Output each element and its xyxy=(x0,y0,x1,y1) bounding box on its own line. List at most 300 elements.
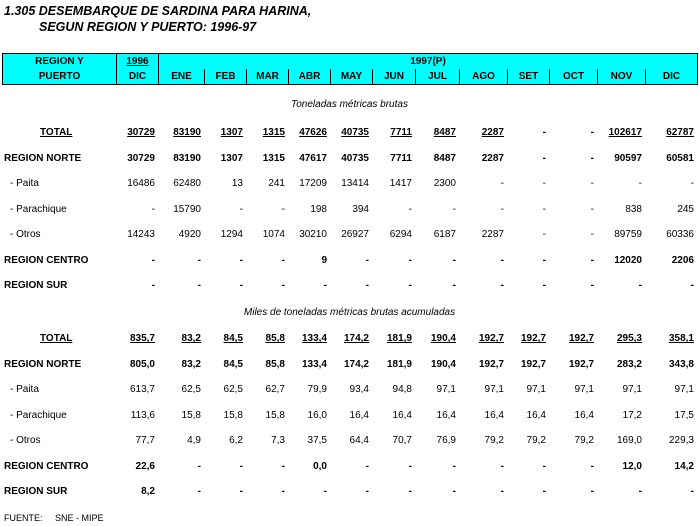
cell-value: 16,4 xyxy=(574,409,594,421)
cell-value: 77,7 xyxy=(135,435,155,447)
cell-value: 62,5 xyxy=(181,384,201,396)
table-cell xyxy=(415,197,459,223)
cell-value: 30210 xyxy=(299,229,327,241)
table-cell xyxy=(645,377,697,403)
cell-value: 245 xyxy=(677,203,694,215)
cell-value: 47617 xyxy=(299,152,327,164)
cell-value: 37,5 xyxy=(307,435,327,447)
cell-value: 60336 xyxy=(666,229,694,241)
cell-value: 16,4 xyxy=(392,409,412,421)
table-cell xyxy=(507,326,549,352)
cell-value: - xyxy=(281,254,285,266)
cell-value: - xyxy=(323,486,327,498)
table-cell xyxy=(507,479,549,505)
table-row xyxy=(2,326,697,352)
table-cell xyxy=(204,197,246,223)
table-cell xyxy=(204,403,246,429)
cell-value: 83190 xyxy=(173,127,201,139)
table-cell xyxy=(597,197,645,223)
table-cell xyxy=(645,479,697,505)
table-cell xyxy=(330,479,372,505)
table-cell xyxy=(158,222,204,248)
cell-value: - xyxy=(452,486,456,498)
table-cell xyxy=(330,146,372,172)
row-label: REGION CENTRO xyxy=(4,460,89,472)
table-cell xyxy=(204,377,246,403)
cell-value: 62,7 xyxy=(265,384,285,396)
cell-value: 2300 xyxy=(433,178,456,190)
cell-value: - xyxy=(452,254,456,266)
table-cell xyxy=(288,403,330,429)
cell-value: 93,4 xyxy=(349,384,369,396)
table-cell xyxy=(158,197,204,223)
row-label: - Parachique xyxy=(10,409,67,421)
table-cell xyxy=(459,403,507,429)
header-month-6: JUN xyxy=(373,69,416,85)
header-month-10: OCT xyxy=(550,69,598,85)
table-cell xyxy=(116,222,158,248)
cell-value: - xyxy=(690,178,694,190)
cell-value: 76,9 xyxy=(436,435,456,447)
cell-value: - xyxy=(365,460,369,472)
cell-value: 64,4 xyxy=(349,435,369,447)
cell-value: - xyxy=(281,460,285,472)
cell-value: 2287 xyxy=(481,229,504,241)
table-cell xyxy=(372,454,415,480)
table-cell xyxy=(597,377,645,403)
table-cell xyxy=(246,222,288,248)
cell-value: - xyxy=(542,280,546,292)
cell-value: 192,7 xyxy=(520,333,546,345)
cell-value: 102617 xyxy=(608,127,642,139)
cell-value: - xyxy=(323,280,327,292)
cell-value: - xyxy=(638,486,642,498)
cell-value: 835,7 xyxy=(129,333,155,345)
table-cell xyxy=(204,171,246,197)
table-cell xyxy=(288,222,330,248)
cell-value: 192,7 xyxy=(568,333,594,345)
cell-value: 192,7 xyxy=(520,358,546,370)
cell-value: 97,1 xyxy=(622,384,642,396)
cell-value: 16486 xyxy=(127,178,155,190)
table-cell xyxy=(645,428,697,454)
table-cell xyxy=(246,377,288,403)
cell-value: 190,4 xyxy=(430,333,456,345)
table-title xyxy=(4,3,311,35)
table-cell xyxy=(116,403,158,429)
header-month-7: JUL xyxy=(416,69,460,85)
cell-value: 40735 xyxy=(341,127,369,139)
row-label: TOTAL xyxy=(40,333,73,345)
cell-value: 190,4 xyxy=(430,358,456,370)
cell-value: 8487 xyxy=(433,152,456,164)
cell-value: - xyxy=(542,152,546,164)
cell-value: 97,1 xyxy=(574,384,594,396)
cell-value: 40735 xyxy=(341,152,369,164)
table-cell xyxy=(597,479,645,505)
cell-value: 97,1 xyxy=(484,384,504,396)
cell-value: 62,5 xyxy=(223,384,243,396)
header-month-12: DIC xyxy=(646,69,698,85)
cell-value: 83,2 xyxy=(181,333,201,345)
table-cell xyxy=(330,403,372,429)
header-month-8: AGO xyxy=(460,69,508,85)
row-label: - Paita xyxy=(10,178,39,190)
row-label: - Otros xyxy=(10,435,41,447)
cell-value: 241 xyxy=(268,178,285,190)
table-cell xyxy=(549,454,597,480)
table-cell xyxy=(330,273,372,299)
row-label: - Paita xyxy=(10,384,39,396)
cell-value: - xyxy=(590,178,594,190)
footer-source-text: SNE - MIPE xyxy=(55,513,104,523)
header-year-1997: 1997(P) xyxy=(159,54,698,70)
cell-value: - xyxy=(590,229,594,241)
table-cell xyxy=(597,352,645,378)
cell-value: 79,2 xyxy=(484,435,504,447)
cell-value: - xyxy=(239,280,243,292)
table-cell xyxy=(549,171,597,197)
table-row xyxy=(2,403,697,429)
header-puerto-label: PUERTO xyxy=(3,69,117,85)
table-cell xyxy=(158,428,204,454)
cell-value: 113,6 xyxy=(130,409,155,421)
cell-value: 394 xyxy=(352,203,369,215)
table-cell xyxy=(645,403,697,429)
table-cell xyxy=(204,454,246,480)
cell-value: 13 xyxy=(231,178,243,190)
cell-value: 174,2 xyxy=(343,333,369,345)
cell-value: 94,8 xyxy=(392,384,412,396)
table-cell xyxy=(288,146,330,172)
cell-value: 2206 xyxy=(671,254,694,266)
table-cell xyxy=(549,403,597,429)
cell-value: 181,9 xyxy=(386,333,412,345)
row-label: REGION NORTE xyxy=(4,152,82,164)
cell-value: - xyxy=(590,127,594,139)
table-cell xyxy=(415,403,459,429)
table-cell xyxy=(204,479,246,505)
table-cell xyxy=(330,197,372,223)
table-cell xyxy=(597,146,645,172)
table-cell xyxy=(158,454,204,480)
table-cell xyxy=(372,273,415,299)
cell-value: 343,8 xyxy=(668,358,694,370)
cell-value: - xyxy=(452,280,456,292)
table-cell xyxy=(116,146,158,172)
row-label: - Otros xyxy=(10,229,41,241)
cell-value: 181,9 xyxy=(386,358,412,370)
cell-value: - xyxy=(197,486,201,498)
table-row xyxy=(2,273,697,299)
table-cell xyxy=(372,171,415,197)
table-cell xyxy=(645,352,697,378)
header-year-1996: 1996 xyxy=(117,54,159,70)
table-cell xyxy=(372,377,415,403)
header-month-11: NOV xyxy=(598,69,646,85)
cell-value: 14243 xyxy=(127,229,155,241)
table-cell xyxy=(645,146,697,172)
header-table xyxy=(2,53,698,85)
cell-value: 47626 xyxy=(299,127,327,139)
cumulative-table xyxy=(2,326,697,505)
table-cell xyxy=(597,326,645,352)
table-cell xyxy=(549,479,597,505)
table-cell xyxy=(507,120,549,146)
table-cell xyxy=(459,273,507,299)
table-cell xyxy=(549,197,597,223)
cell-value: - xyxy=(408,203,412,215)
cell-value: 7,3 xyxy=(271,435,285,447)
table-cell xyxy=(645,273,697,299)
table-cell xyxy=(372,222,415,248)
cell-value: 30729 xyxy=(127,127,155,139)
cell-value: - xyxy=(197,254,201,266)
header-month-4: ABR xyxy=(289,69,331,85)
table-cell xyxy=(507,454,549,480)
table-cell xyxy=(116,454,158,480)
table-row xyxy=(2,171,697,197)
header-month-5: MAY xyxy=(331,69,373,85)
cell-value: - xyxy=(542,254,546,266)
cell-value: - xyxy=(590,280,594,292)
table-cell xyxy=(330,248,372,274)
table-cell xyxy=(372,428,415,454)
cell-value: - xyxy=(151,254,155,266)
cell-value: - xyxy=(239,460,243,472)
table-cell xyxy=(459,171,507,197)
cell-value: - xyxy=(500,486,504,498)
table-cell xyxy=(645,248,697,274)
row-label: REGION SUR xyxy=(4,280,68,292)
table-row xyxy=(2,377,697,403)
table-cell xyxy=(246,171,288,197)
header-month-2: FEB xyxy=(205,69,247,85)
cell-value: 79,2 xyxy=(574,435,594,447)
row-label: TOTAL xyxy=(40,127,73,139)
cell-value: 9 xyxy=(321,254,327,266)
table-cell xyxy=(415,479,459,505)
cell-value: 192,7 xyxy=(478,333,504,345)
cell-value: 62480 xyxy=(173,178,201,190)
cell-value: 84,5 xyxy=(223,358,243,370)
table-cell xyxy=(288,273,330,299)
table-cell xyxy=(549,352,597,378)
cell-value: - xyxy=(281,280,285,292)
section2-caption: Miles de toneladas métricas brutas acumuladas xyxy=(243,307,456,318)
cell-value: - xyxy=(542,178,546,190)
table-cell xyxy=(415,146,459,172)
cell-value: - xyxy=(408,280,412,292)
cell-value: 838 xyxy=(625,203,642,215)
cell-value: 229,3 xyxy=(668,435,694,447)
cell-value: 17,2 xyxy=(622,409,642,421)
cell-value: - xyxy=(590,486,594,498)
header-month-9: SET xyxy=(508,69,550,85)
table-row xyxy=(2,454,697,480)
table-cell xyxy=(459,377,507,403)
table-row xyxy=(2,248,697,274)
cell-value: - xyxy=(500,254,504,266)
table-cell xyxy=(549,273,597,299)
table-cell xyxy=(597,454,645,480)
table-cell xyxy=(116,377,158,403)
table-cell xyxy=(459,120,507,146)
table-cell xyxy=(246,479,288,505)
table-cell xyxy=(597,428,645,454)
cell-value: 97,1 xyxy=(436,384,456,396)
cell-value: - xyxy=(542,203,546,215)
table-cell xyxy=(158,146,204,172)
cell-value: - xyxy=(590,203,594,215)
cell-value: - xyxy=(500,203,504,215)
cell-value: - xyxy=(500,178,504,190)
table-cell xyxy=(549,120,597,146)
cell-value: - xyxy=(500,280,504,292)
cell-value: - xyxy=(690,486,694,498)
cell-value: - xyxy=(151,280,155,292)
cell-value: 30729 xyxy=(127,152,155,164)
table-cell xyxy=(204,120,246,146)
table-cell xyxy=(415,377,459,403)
cell-value: - xyxy=(500,460,504,472)
table-cell xyxy=(204,146,246,172)
table-row xyxy=(2,479,697,505)
cell-value: 15790 xyxy=(173,203,201,215)
cell-value: 13414 xyxy=(341,178,369,190)
table-cell xyxy=(507,171,549,197)
header-month-3: MAR xyxy=(247,69,289,85)
cell-value: 6187 xyxy=(433,229,456,241)
table-cell xyxy=(158,248,204,274)
table-cell xyxy=(204,326,246,352)
cell-value: 192,7 xyxy=(568,358,594,370)
table-cell xyxy=(246,326,288,352)
cell-value: - xyxy=(239,203,243,215)
table-cell xyxy=(415,428,459,454)
cell-value: 90597 xyxy=(614,152,642,164)
table-cell xyxy=(158,479,204,505)
table-cell xyxy=(459,454,507,480)
table-cell xyxy=(330,352,372,378)
table-cell xyxy=(116,171,158,197)
cell-value: - xyxy=(408,460,412,472)
table-cell xyxy=(246,428,288,454)
cell-value: 17,5 xyxy=(674,409,694,421)
cell-value: 2287 xyxy=(481,152,504,164)
cell-value: 4920 xyxy=(178,229,201,241)
table-cell xyxy=(549,146,597,172)
cell-value: - xyxy=(542,460,546,472)
table-cell xyxy=(246,248,288,274)
table-cell xyxy=(597,120,645,146)
cell-value: - xyxy=(452,203,456,215)
table-cell xyxy=(459,326,507,352)
table-cell xyxy=(204,248,246,274)
table-cell xyxy=(158,377,204,403)
table-cell xyxy=(116,273,158,299)
cell-value: 613,7 xyxy=(129,384,155,396)
table-row xyxy=(2,197,697,223)
cell-value: 6,2 xyxy=(229,435,243,447)
cell-value: 83190 xyxy=(173,152,201,164)
tonnage-table xyxy=(2,120,697,299)
table-cell xyxy=(645,454,697,480)
table-cell xyxy=(597,403,645,429)
table-cell xyxy=(415,352,459,378)
table-cell xyxy=(372,120,415,146)
table-cell xyxy=(597,171,645,197)
cell-value: 12,0 xyxy=(622,460,642,472)
table-cell xyxy=(246,146,288,172)
cell-value: - xyxy=(542,229,546,241)
table-cell xyxy=(549,326,597,352)
table-cell xyxy=(246,403,288,429)
table-cell xyxy=(246,454,288,480)
table-cell xyxy=(645,197,697,223)
cell-value: 15,8 xyxy=(223,409,243,421)
table-cell xyxy=(288,352,330,378)
cell-value: 133,4 xyxy=(301,333,327,345)
cell-value: - xyxy=(281,203,285,215)
table-cell xyxy=(507,197,549,223)
cell-value: 805,0 xyxy=(129,358,155,370)
cell-value: 283,2 xyxy=(616,358,642,370)
table-row xyxy=(2,120,697,146)
table-cell xyxy=(372,197,415,223)
cell-value: - xyxy=(638,178,642,190)
cell-value: - xyxy=(239,486,243,498)
row-label: REGION NORTE xyxy=(4,358,82,370)
table-cell xyxy=(645,222,697,248)
cell-value: - xyxy=(638,280,642,292)
table-cell xyxy=(372,479,415,505)
cell-value: 16,4 xyxy=(349,409,369,421)
cell-value: 7711 xyxy=(390,152,412,164)
cell-value: 8,2 xyxy=(141,486,155,498)
cell-value: 26927 xyxy=(341,229,369,241)
cell-value: 8487 xyxy=(433,127,456,139)
table-cell xyxy=(507,428,549,454)
cell-value: - xyxy=(281,486,285,498)
table-cell xyxy=(459,248,507,274)
table-cell xyxy=(116,248,158,274)
table-cell xyxy=(330,377,372,403)
table-cell xyxy=(507,377,549,403)
cell-value: - xyxy=(408,486,412,498)
header-month-1: ENE xyxy=(159,69,205,85)
table-cell xyxy=(507,146,549,172)
cell-value: 358,1 xyxy=(668,333,694,345)
table-cell xyxy=(459,146,507,172)
table-cell xyxy=(645,171,697,197)
cell-value: 62787 xyxy=(666,127,694,139)
table-cell xyxy=(415,326,459,352)
table-cell xyxy=(597,222,645,248)
row-label: REGION SUR xyxy=(4,486,68,498)
cell-value: 16,4 xyxy=(436,409,456,421)
table-row xyxy=(2,428,697,454)
table-cell xyxy=(288,377,330,403)
cell-value: 84,5 xyxy=(223,333,243,345)
footer-label: FUENTE: xyxy=(4,513,43,523)
table-cell xyxy=(116,352,158,378)
cell-value: 79,9 xyxy=(307,384,327,396)
table-cell xyxy=(507,403,549,429)
cell-value: - xyxy=(365,280,369,292)
table-cell xyxy=(459,479,507,505)
table-cell xyxy=(415,248,459,274)
